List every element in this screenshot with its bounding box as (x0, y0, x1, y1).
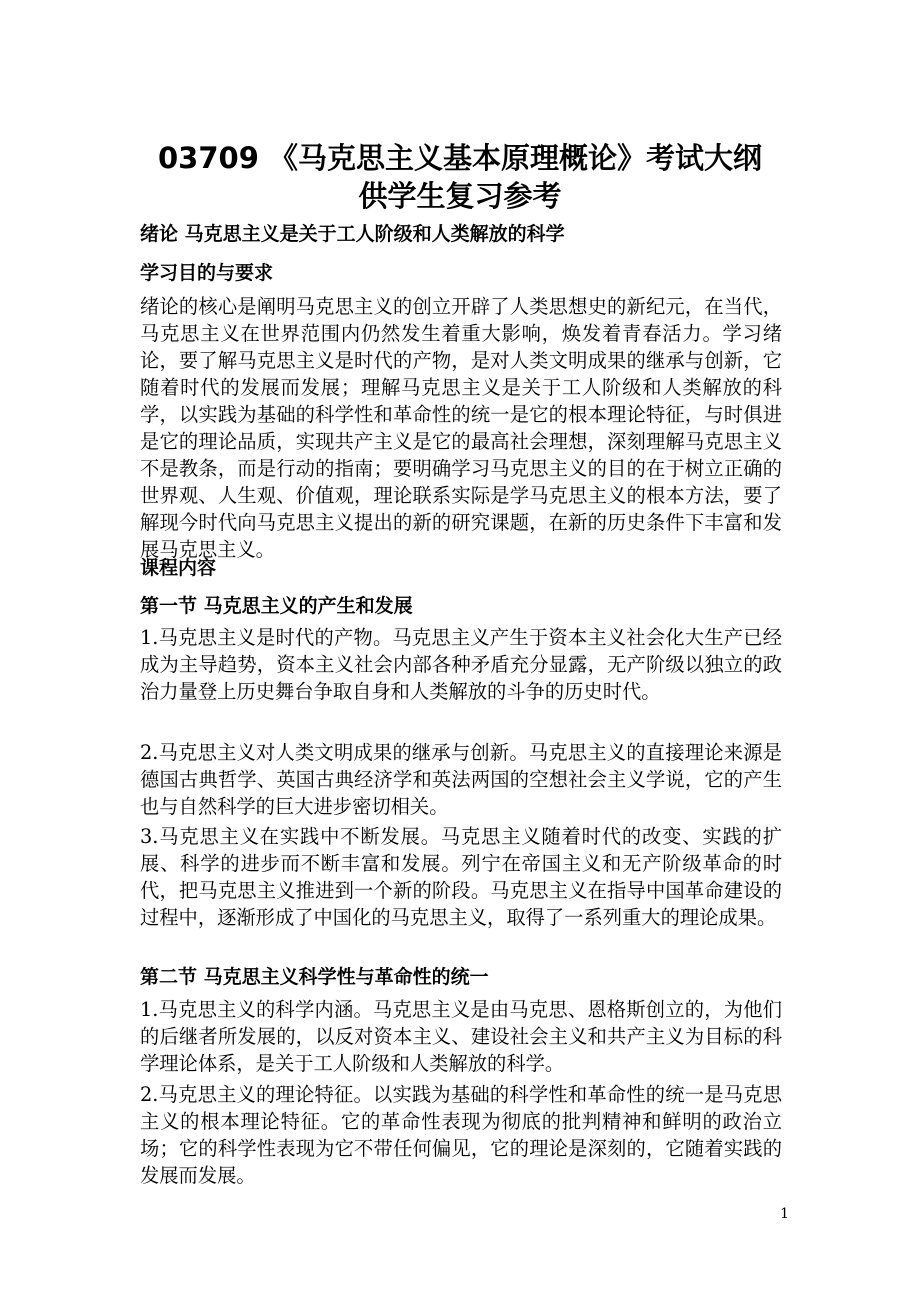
objectives-paragraph: 绪论的核心是阐明马克思主义的创立开辟了人类思想史的新纪元，在当代，马克思主义在世界范围内仍然发生着重大影响，焕发着青春活力。学习绪论，要了解马克思主义是时代的产物，是对人类文明成果的继承与创新，它随着时代的发展而发展；理解马克思主义是关于工人阶级和人类解放的科学，以实践为基础的科学性和革命性的统一是它的根本理论特征，与时俱进是它的理论品质，实现共产主义是它的最高社会理想，深刻理解马克思主义不是教条，而是行动的指南；要明确学习马克思主义的目的在于树立正确的世界观、人生观、价值观，理论联系实际是学马克思主义的根本方法，要了解现今时代向马克思主义提出的新的研究课题，在新的历史条件下丰富和发展马克思主义。 (140, 295, 782, 561)
section1-paragraph-1: 1.马克思主义是时代的产物。马克思主义产生于资本主义社会化大生产已经成为主导趋势，资本主义社会内部各种矛盾充分显露，无产阶级以独立的政治力量登上历史舞台争取自身和人类解放的斗争的历史时代。 (140, 626, 782, 703)
section2-paragraph-1: 1.马克思主义的科学内涵。马克思主义是由马克思、恩格斯创立的，为他们的后继者所发展的，以反对资本主义、建设社会主义和共产主义为目标的科学理论体系，是关于工人阶级和人类解放的科学。 (140, 998, 782, 1075)
content-heading: 课程内容 (140, 557, 217, 579)
document-subtitle: 供学生复习参考 (358, 179, 562, 213)
intro-heading: 绪论 马克思主义是关于工人阶级和人类解放的科学 (140, 223, 565, 245)
page-number: 1 (780, 1206, 789, 1222)
section1-paragraph-3: 3.马克思主义在实践中不断发展。马克思主义随着时代的改变、实践的扩展、科学的进步而不断丰富和发展。列宁在帝国主义和无产阶级革命的时代，把马克思主义推进到一个新的阶段。马克思主义在指导中国革命建设的过程中，逐渐形成了中国化的马克思主义，取得了一系列重大的理论成果。 (140, 825, 782, 929)
document-title: 03709 《马克思主义基本原理概论》考试大纲 (158, 141, 762, 175)
section1-heading: 第一节 马克思主义的产生和发展 (140, 595, 413, 617)
objectives-heading: 学习目的与要求 (140, 262, 274, 284)
section2-heading: 第二节 马克思主义科学性与革命性的统一 (140, 966, 489, 988)
section1-paragraph-2: 2.马克思主义对人类文明成果的继承与创新。马克思主义的直接理论来源是德国古典哲学、英国古典经济学和英法两国的空想社会主义学说，它的产生也与自然科学的巨大进步密切相关。 (140, 741, 782, 818)
section2-paragraph-2: 2.马克思主义的理论特征。以实践为基础的科学性和革命性的统一是马克思主义的根本理论特征。它的革命性表现为彻底的批判精神和鲜明的政治立场；它的科学性表现为它不带任何偏见，它的理论是深刻的，它随着实践的发展而发展。 (140, 1083, 782, 1187)
